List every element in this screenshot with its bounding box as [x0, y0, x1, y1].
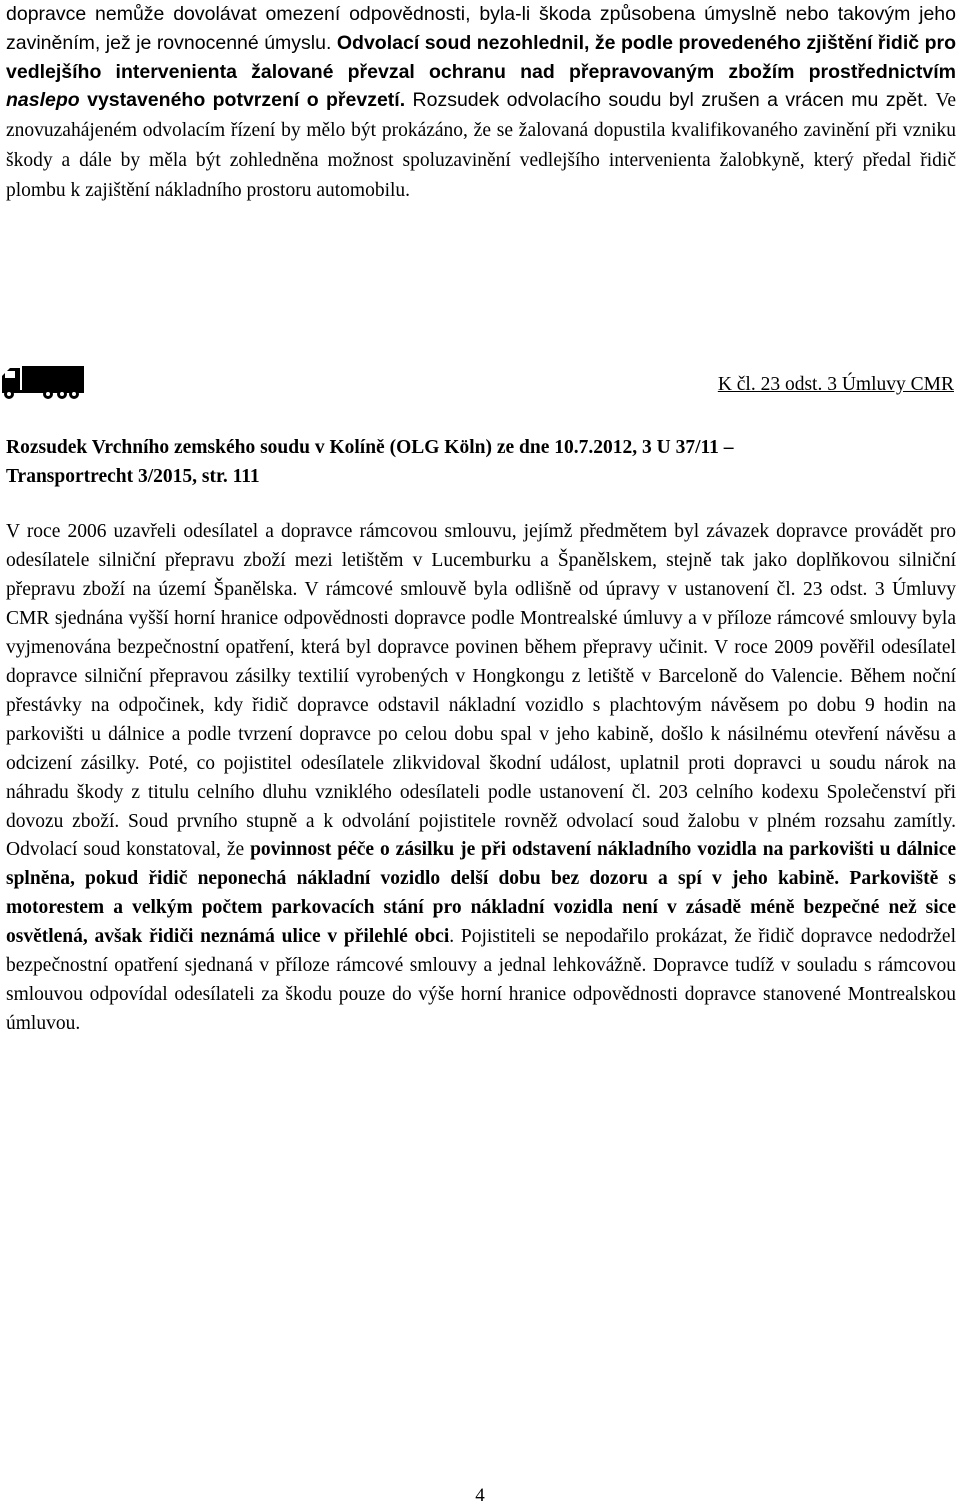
- text-segment: Rozsudek odvolacího soudu byl zrušen a vrácen mu zpět.: [412, 89, 929, 112]
- case-heading: [6, 434, 956, 492]
- italic-term: naslepo: [6, 89, 80, 112]
- section-header-row: [0, 364, 960, 404]
- bold-holding: povinnost péče o zásilku je při odstavení nákladního vozidla na parkovišti u dálnice splněna, pokud řidič neponechá nákladní vozidlo delší dobu bez dozoru a spí v jeho kabině.: [6, 839, 957, 890]
- page-number: 4: [475, 1485, 485, 1506]
- case-body: [6, 518, 956, 1039]
- text-segment: vystaveného potvrzení o převzetí.: [87, 89, 406, 112]
- cmr-reference-text: K čl. 23 odst. 3 Úmluvy CMR: [717, 374, 954, 395]
- body-text: . Pojistiteli se nepodařilo prokázat, že řidič dopravce nedodržel bezpečnostní opatření sjednaná v příloze rámcové smlouvy a jednal lehkovážně. Dopravce tudíž v souladu s rámcovou smlouvou odpovídal odesílateli za škodu pouze do výše horní hranice odpovědnosti dopravce stanovené Montrealskou úmluvou.: [6, 926, 957, 1035]
- case-heading-line: Transportrecht 3/2015, str. 111: [6, 465, 260, 487]
- case-heading-line: Rozsudek Vrchního zemského soudu v Kolíně (OLG Köln) ze dne 10.7.2012, 3 U 37/11 –: [6, 437, 734, 458]
- cmr-article-reference: [718, 372, 954, 398]
- body-text: V roce 2006 uzavřeli odesílatel a dopravce rámcovou smlouvu, jejímž předmětem byl závazek dopravce provádět pro odesílatele silniční přepravu zboží mezi letištěm v Lucemburku a Španělskem, stejně tak jako doplňkovou silniční přepravu zboží na území Španělska. V rámcové smlouvě byla odlišně od úpravy v ustanovení čl. 23 odst. 3 Úmluvy CMR sjednána vyšší horní hranice odpovědnosti dopravce podle Montrealské úmluvy a v příloze rámcové smlouvy byla vyjmenována bezpečnostní opatření, která byl dopravce povinen během přepravy učinit. V roce 2009 pověřil odesílatel dopravce silniční přepravou zásilky textilií vyrobených v Hongkongu z letiště v Barceloně do Valencie. Během noční přestávky na odpočinek, kdy řidič dopravce odstavil nákladní vozidlo s plachtovým návěsem po dobu 9 hodin na parkovišti u dálnice a podle tvrzení dopravce po celou dobu spal v jeho kabině, došlo k násilnému otevření návěsu a odcizení zásilky. Poté, co pojistitel odesílatele zlikvidoval škodní událost, uplatnil proti dopravci u soudu nárok na náhradu škody z titulu celního dluhu vzniklého odesílateli podle ustanovení čl. 203 celního kodexu Společenství při dovozu zboží. Soud prvního stupně a k odvolání pojistitele rovněž odvolací soud žalobu v plném rozsahu zamítly. Odvolací soud konstatoval, že: [6, 521, 956, 861]
- case-summary-continuation: [6, 0, 956, 206]
- text-segment: dopravce nemůže dovolávat omezení odpovědnosti, byla-li škoda způsobena úmyslně nebo takovým jeho zaviněním, jež je rovnocenné úmyslu.: [6, 3, 956, 54]
- text-segment: Odvolací soud nezohlednil, že podle provedeného zjištění řidič pro vedlejšího intervenienta žalované převzal ochranu nad přepravovaným zbožím prostřednictvím: [6, 31, 956, 83]
- text-segment: Ve znovuzahájeném odvolacím řízení by mělo být prokázáno, že se žalovaná dopustila kvalifikovaného zavinění při vzniku škody a dále by měla být zohledněna možnost spoluzavinění vedlejšího intervenienta žalobkyně, který předal řidič plombu k zajištění nákladního prostoru automobilu.: [6, 90, 957, 201]
- bold-holding: Parkoviště s motorestem a velkým počtem parkovacích stání pro nákladní vozidla není v zásadě méně bezpečné než sice osvětlená, avšak řidiči neznámá ulice v přilehlé obci: [6, 868, 957, 948]
- truck-icon: [0, 364, 86, 400]
